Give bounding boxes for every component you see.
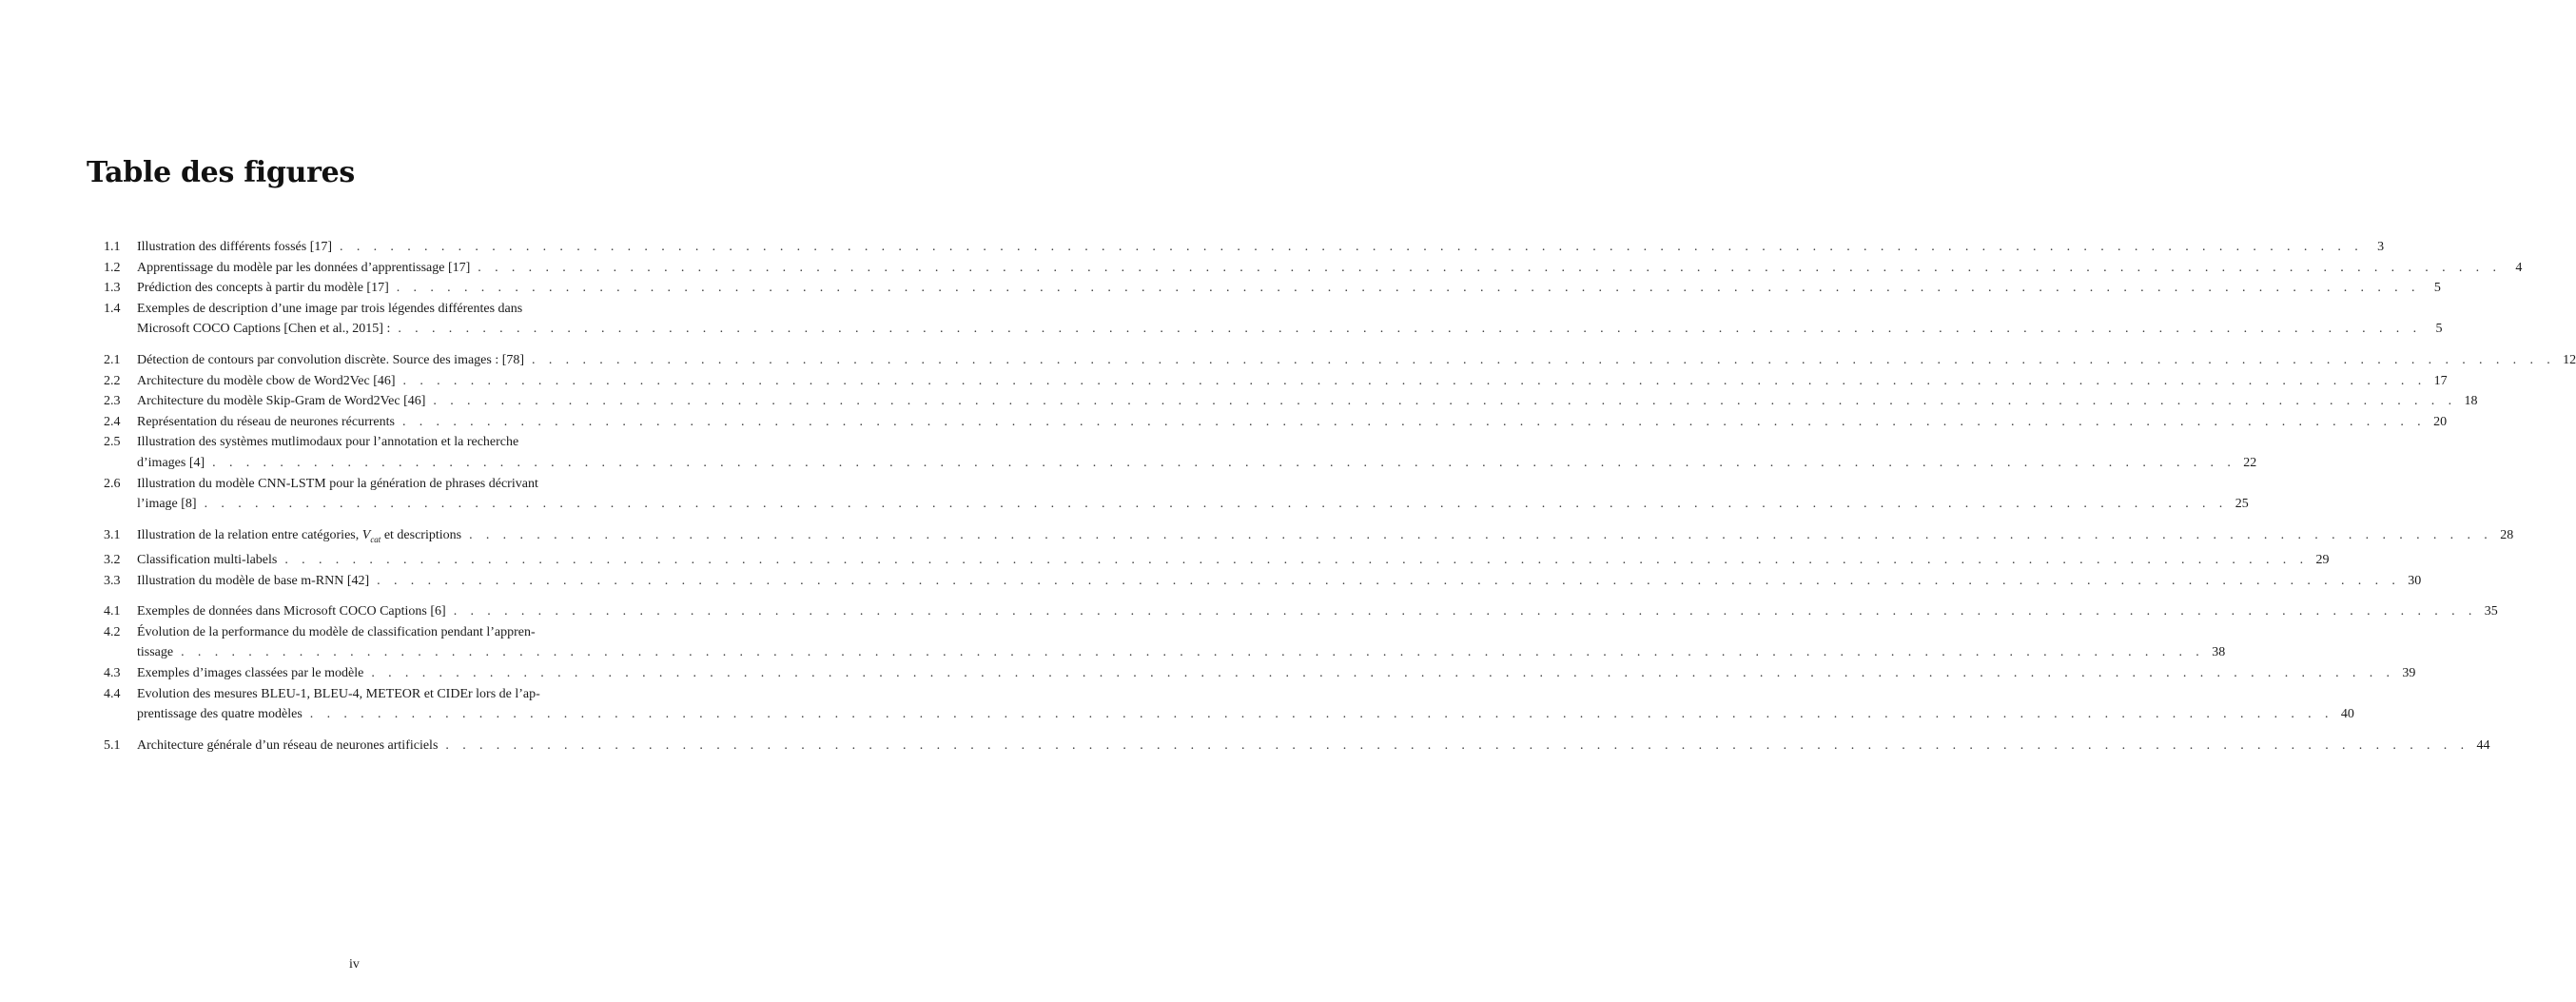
figure-entry[interactable]	[104, 525, 2514, 550]
figure-entry[interactable]	[104, 622, 2226, 663]
figure-number: 5.1	[104, 737, 121, 753]
dot-leader: . . . . . . . . . . . . . . . . . . . . . . . . . . . . . . . . . . . . . . . . . . . . . . . . . . . . . . . . . . . . . . . . . . . . . . . . . . . . . . . . . . . . . . . . . . . . . . . . . . . . . . . . . . . . . . . . . . . . . . . .	[532, 352, 2556, 367]
dot-leader: . . . . . . . . . . . . . . . . . . . . . . . . . . . . . . . . . . . . . . . . . . . . . . . . . . . . . . . . . . . . . . . . . . . . . . . . . . . . . . . . . . . . . . . . . . . . . . . . . . . . . . . . . . . . . . . . . . . . . . . .	[453, 604, 2477, 619]
page-reference: 39	[2402, 666, 2416, 681]
page-reference: 30	[2408, 573, 2422, 588]
figure-caption: Illustration du modèle de base m-RNN [42]	[137, 573, 370, 588]
figure-entry[interactable]	[104, 474, 2249, 515]
figure-entry[interactable]	[104, 663, 2416, 684]
page-reference: 4	[2515, 260, 2523, 275]
dot-leader: . . . . . . . . . . . . . . . . . . . . . . . . . . . . . . . . . . . . . . . . . . . . . . . . . . . . . . . . . . . . . . . . . . . . . . . . . . . . . . . . . . . . . . . . . . . . . . . . . . . . . . . . . . . . . . . . . . . . . . . .	[445, 737, 2469, 753]
dot-leader: . . . . . . . . . . . . . . . . . . . . . . . . . . . . . . . . . . . . . . . . . . . . . . . . . . . . . . . . . . . . . . . . . . . . . . . . . . . . . . . . . . . . . . . . . . . . . . . . . . . . . . . . . . . . . . . . . . . . . . . .	[402, 373, 2427, 388]
figure-caption: Exemples d’images classées par le modèle	[137, 666, 364, 681]
figure-number: 4.2	[104, 624, 121, 639]
figure-entry[interactable]	[104, 550, 2330, 571]
page-reference: 3	[2377, 240, 2385, 254]
figure-entry[interactable]	[104, 684, 2354, 725]
figure-caption: Exemples de données dans Microsoft COCO Captions [6]	[137, 604, 446, 619]
figure-entry[interactable]	[104, 571, 2422, 592]
figure-number: 2.2	[104, 373, 121, 388]
figure-caption: Microsoft COCO Captions [Chen et al., 2015] :	[137, 322, 391, 337]
figure-number: 2.5	[104, 435, 121, 450]
page-reference: 25	[2234, 497, 2249, 512]
page-reference: 18	[2464, 394, 2478, 409]
figure-number: 2.4	[104, 414, 121, 429]
figure-group	[104, 237, 2523, 340]
page-reference: 29	[2315, 553, 2330, 568]
figure-caption: Evolution des mesures BLEU-1, BLEU-4, METEOR et CIDEr lors de l’ap-	[137, 686, 540, 701]
dot-leader: . . . . . . . . . . . . . . . . . . . . . . . . . . . . . . . . . . . . . . . . . . . . . . . . . . . . . . . . . . . . . . . . . . . . . . . . . . . . . . . . . . . . . . . . . . . . . . . . . . . . . . . . . . . . . . . . . . . . . . . .	[371, 666, 2395, 681]
figure-caption: Illustration du modèle CNN-LSTM pour la génération de phrases décrivant	[137, 476, 538, 491]
page-reference: 5	[2435, 322, 2443, 337]
figure-entry[interactable]	[104, 299, 2443, 340]
page-reference: 17	[2433, 373, 2448, 388]
figure-number: 4.3	[104, 666, 121, 681]
dot-leader: . . . . . . . . . . . . . . . . . . . . . . . . . . . . . . . . . . . . . . . . . . . . . . . . . . . . . . . . . . . . . . . . . . . . . . . . . . . . . . . . . . . . . . . . . . . . . . . . . . . . . . . . . . . . . . . . . . . . . . . .	[469, 527, 2493, 542]
figure-number: 4.1	[104, 604, 121, 619]
figure-caption: prentissage des quatre modèles	[137, 707, 302, 722]
figure-entry[interactable]	[104, 278, 2441, 299]
dot-leader: . . . . . . . . . . . . . . . . . . . . . . . . . . . . . . . . . . . . . . . . . . . . . . . . . . . . . . . . . . . . . . . . . . . . . . . . . . . . . . . . . . . . . . . . . . . . . . . . . . . . . . . . . . . . . . . . . . . . . . . .	[309, 707, 2333, 722]
figure-caption: Exemples de description d’une image par trois légendes différentes dans	[137, 301, 523, 316]
figure-group	[104, 350, 2576, 515]
figure-number: 3.1	[104, 527, 121, 542]
figure-group	[104, 525, 2514, 592]
figure-group	[104, 736, 2490, 756]
figure-caption: d’images [4]	[137, 455, 205, 470]
page-reference: 35	[2484, 604, 2498, 619]
dot-leader: . . . . . . . . . . . . . . . . . . . . . . . . . . . . . . . . . . . . . . . . . . . . . . . . . . . . . . . . . . . . . . . . . . . . . . . . . . . . . . . . . . . . . . . . . . . . . . . . . . . . . . . . . . . . . . . . . . . . . . . .	[204, 497, 2228, 512]
dot-leader: . . . . . . . . . . . . . . . . . . . . . . . . . . . . . . . . . . . . . . . . . . . . . . . . . . . . . . . . . . . . . . . . . . . . . . . . . . . . . . . . . . . . . . . . . . . . . . . . . . . . . . . . . . . . . . . . . . . . . . . .	[340, 240, 2364, 254]
figure-caption: Détection de contours par convolution discrète. Source des images : [78]	[137, 352, 525, 367]
figure-entry[interactable]	[104, 350, 2576, 371]
dot-leader: . . . . . . . . . . . . . . . . . . . . . . . . . . . . . . . . . . . . . . . . . . . . . . . . . . . . . . . . . . . . . . . . . . . . . . . . . . . . . . . . . . . . . . . . . . . . . . . . . . . . . . . . . . . . . . . . . . . . . . . .	[398, 322, 2422, 337]
figure-entry[interactable]	[104, 371, 2448, 392]
figure-caption: tissage	[137, 645, 174, 660]
figure-entry[interactable]	[104, 391, 2478, 412]
figure-entry[interactable]	[104, 237, 2385, 258]
page-reference: 40	[2340, 707, 2354, 722]
figure-caption: Illustration de la relation entre catégories, $V_{cat}$ et descriptions	[137, 527, 462, 544]
page-reference: 5	[2433, 281, 2441, 296]
dot-leader: . . . . . . . . . . . . . . . . . . . . . . . . . . . . . . . . . . . . . . . . . . . . . . . . . . . . . . . . . . . . . . . . . . . . . . . . . . . . . . . . . . . . . . . . . . . . . . . . . . . . . . . . . . . . . . . . . . . . . . . .	[212, 455, 2236, 470]
dot-leader: . . . . . . . . . . . . . . . . . . . . . . . . . . . . . . . . . . . . . . . . . . . . . . . . . . . . . . . . . . . . . . . . . . . . . . . . . . . . . . . . . . . . . . . . . . . . . . . . . . . . . . . . . . . . . . . . . . . . . . . .	[396, 281, 2420, 296]
figure-number: 1.4	[104, 301, 121, 316]
figure-number: 4.4	[104, 686, 121, 701]
figure-caption: Illustration des systèmes mutlimodaux pour l’annotation et la recherche	[137, 435, 519, 450]
page-reference: 22	[2243, 455, 2257, 470]
dot-leader: . . . . . . . . . . . . . . . . . . . . . . . . . . . . . . . . . . . . . . . . . . . . . . . . . . . . . . . . . . . . . . . . . . . . . . . . . . . . . . . . . . . . . . . . . . . . . . . . . . . . . . . . . . . . . . . . . . . . . . . .	[377, 573, 2401, 588]
page-reference: 38	[2212, 645, 2226, 660]
page-title: Table des figures	[87, 156, 355, 189]
figure-caption: l’image [8]	[137, 497, 197, 512]
figure-caption: Architecture du modèle cbow de Word2Vec [46]	[137, 373, 396, 388]
figure-entry[interactable]	[104, 258, 2523, 279]
figure-entry[interactable]	[104, 432, 2257, 473]
figure-caption: Architecture du modèle Skip-Gram de Word2Vec [46]	[137, 394, 426, 409]
figure-number: 1.3	[104, 281, 121, 296]
dot-leader: . . . . . . . . . . . . . . . . . . . . . . . . . . . . . . . . . . . . . . . . . . . . . . . . . . . . . . . . . . . . . . . . . . . . . . . . . . . . . . . . . . . . . . . . . . . . . . . . . . . . . . . . . . . . . . . . . . . . . . . .	[478, 260, 2502, 275]
figure-caption: Prédiction des concepts à partir du modèle [17]	[137, 281, 389, 296]
figure-number: 3.3	[104, 573, 121, 588]
figure-caption: Illustration des différents fossés [17]	[137, 240, 333, 254]
dot-leader: . . . . . . . . . . . . . . . . . . . . . . . . . . . . . . . . . . . . . . . . . . . . . . . . . . . . . . . . . . . . . . . . . . . . . . . . . . . . . . . . . . . . . . . . . . . . . . . . . . . . . . . . . . . . . . . . . . . . . . . .	[181, 645, 2205, 660]
page-number-footer: iv	[349, 957, 360, 972]
figure-group	[104, 601, 2498, 725]
figure-entry[interactable]	[104, 736, 2490, 756]
figure-number: 3.2	[104, 553, 121, 568]
page-reference: 44	[2476, 737, 2490, 753]
page-reference: 20	[2433, 414, 2448, 429]
table-of-figures	[104, 237, 2576, 766]
figure-entry[interactable]	[104, 412, 2448, 433]
figure-number: 2.3	[104, 394, 121, 409]
figure-caption: Apprentissage du modèle par les données d’apprentissage [17]	[137, 260, 471, 275]
figure-number: 1.2	[104, 260, 121, 275]
figure-number: 2.6	[104, 476, 121, 491]
dot-leader: . . . . . . . . . . . . . . . . . . . . . . . . . . . . . . . . . . . . . . . . . . . . . . . . . . . . . . . . . . . . . . . . . . . . . . . . . . . . . . . . . . . . . . . . . . . . . . . . . . . . . . . . . . . . . . . . . . . . . . . .	[401, 414, 2427, 429]
figure-caption: Évolution de la performance du modèle de classification pendant l’appren-	[137, 624, 536, 639]
page-reference: 28	[2500, 527, 2514, 542]
figure-caption: Représentation du réseau de neurones récurrents	[137, 414, 395, 429]
figure-caption: Architecture générale d’un réseau de neurones artificiels	[137, 737, 439, 753]
figure-caption: Classification multi-labels	[137, 553, 278, 568]
page-reference: 12	[2563, 352, 2576, 367]
figure-number: 1.1	[104, 240, 121, 254]
figure-number: 2.1	[104, 352, 121, 367]
dot-leader: . . . . . . . . . . . . . . . . . . . . . . . . . . . . . . . . . . . . . . . . . . . . . . . . . . . . . . . . . . . . . . . . . . . . . . . . . . . . . . . . . . . . . . . . . . . . . . . . . . . . . . . . . . . . . . . . . . . . . . . .	[284, 553, 2309, 568]
dot-leader: . . . . . . . . . . . . . . . . . . . . . . . . . . . . . . . . . . . . . . . . . . . . . . . . . . . . . . . . . . . . . . . . . . . . . . . . . . . . . . . . . . . . . . . . . . . . . . . . . . . . . . . . . . . . . . . . . . . . . . . .	[433, 394, 2457, 409]
figure-entry[interactable]	[104, 601, 2498, 622]
